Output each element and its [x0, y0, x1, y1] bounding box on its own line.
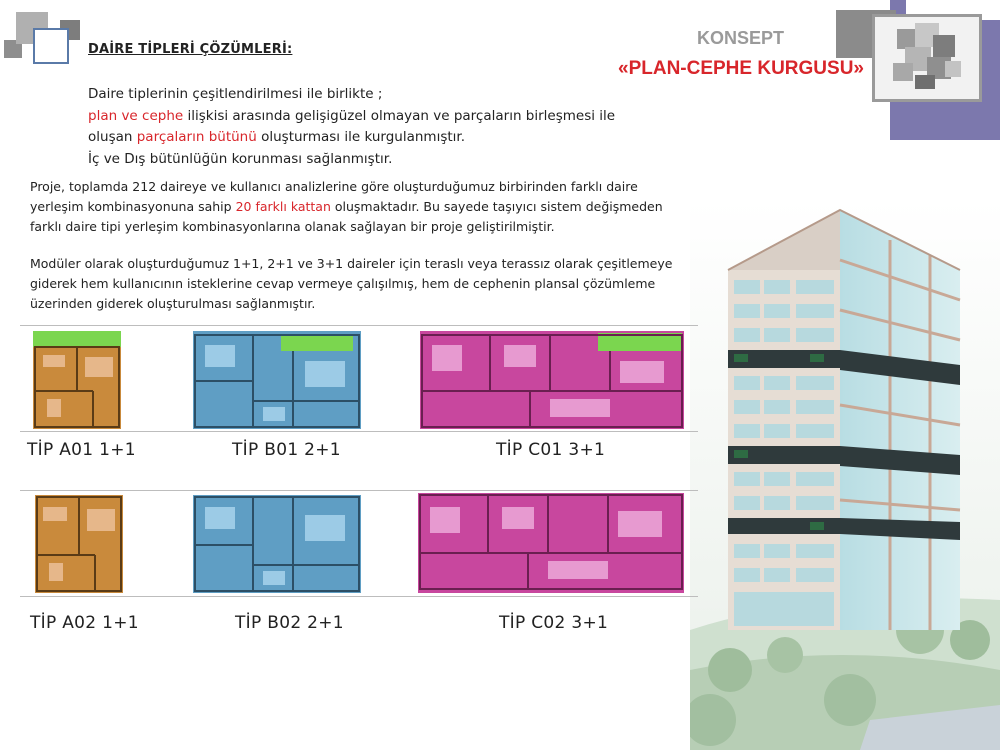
cube-cluster-icon	[875, 17, 979, 99]
floor-plan-a02	[35, 495, 123, 593]
plan-label-b02: TİP B02 2+1	[235, 613, 344, 633]
modular-line-3: üzerinden giderek oluşturulması sağlanmıştır.	[30, 296, 316, 311]
intro-paragraph	[88, 84, 648, 170]
floor-plan-b01	[193, 331, 361, 429]
plan-row-1-bottom-line	[20, 431, 698, 432]
plan-lines	[420, 331, 684, 429]
section-title: DAİRE TİPLERİ ÇÖZÜMLERİ:	[88, 42, 293, 57]
intro-line-1: Daire tiplerinin çeşitlendirilmesi ile birlikte ;	[88, 86, 383, 102]
project-line-1: Proje, toplamda 212 daireye ve kullanıcı analizlerine göre oluşturduğumuz birbirinden farklı daire	[30, 179, 638, 194]
project-paragraph	[30, 177, 720, 237]
plan-row-1-top-line	[20, 325, 698, 326]
project-line-3: farklı daire tipi yerleşim kombinasyonlarına olanak sağlayan bir proje geliştirilmiştir.	[30, 219, 555, 234]
concept-title: «PLAN-CEPHE KURGUSU»	[618, 58, 864, 79]
plan-row-2-top-line	[20, 490, 698, 491]
project-line-2-b: oluşmaktadır. Bu sayede taşıyıcı sistem değişmeden	[330, 199, 663, 214]
modular-paragraph	[30, 254, 720, 314]
floor-plan-c02	[418, 493, 684, 593]
plan-lines	[193, 331, 361, 429]
plan-lines	[193, 495, 361, 593]
project-line-2-a: yerleşim kombinasyonuna sahip	[30, 199, 236, 214]
floor-plan-b02	[193, 495, 361, 593]
project-line-2	[30, 197, 720, 217]
modular-line-1: Modüler olarak oluşturduğumuz 1+1, 2+1 ve 3+1 daireler için teraslı veya terassız olarak çeşitlemeye	[30, 256, 673, 271]
plan-row-2-bottom-line	[20, 596, 698, 597]
modular-line-2: giderek hem kullanıcının isteklerine cevap vermeye çalışılmış, hem de cephenin plansal çözümleme	[30, 276, 656, 291]
concept-graphic	[836, 0, 1000, 140]
plan-lines	[35, 495, 123, 593]
corner-square-outline	[33, 28, 69, 64]
intro-line-4: İç ve Dış bütünlüğün korunması sağlanmıştır.	[88, 150, 393, 167]
plan-label-a02: TİP A02 1+1	[30, 613, 139, 633]
building-rendering	[690, 200, 1000, 750]
intro-highlight-plan-cephe: plan ve cephe	[88, 107, 184, 124]
tower-illustration	[690, 200, 1000, 750]
intro-line-3	[88, 127, 648, 149]
intro-line-2	[88, 106, 648, 128]
project-highlight-floors: 20 farklı kattan	[235, 199, 331, 214]
plan-lines	[33, 331, 121, 429]
intro-line-3-a: oluşan	[88, 129, 137, 145]
floor-plan-a01	[33, 331, 121, 429]
intro-highlight-parcalar: parçaların bütünü	[136, 129, 257, 145]
plan-label-c01: TİP C01 3+1	[496, 440, 606, 460]
intro-line-3-b: oluşturması ile kurgulanmıştır.	[256, 129, 466, 145]
concept-label: KONSEPT	[697, 28, 785, 48]
intro-line-2-text: ilişkisi arasında gelişigüzel olmayan ve parçaların birleşmesi ile	[183, 107, 616, 124]
plan-lines	[418, 493, 684, 593]
plan-label-b01: TİP B01 2+1	[232, 440, 341, 460]
floor-plan-c01	[420, 331, 684, 429]
cube-photo-frame	[872, 14, 982, 102]
plan-label-a01: TİP A01 1+1	[27, 440, 136, 460]
plan-label-c02: TİP C02 3+1	[499, 613, 609, 633]
